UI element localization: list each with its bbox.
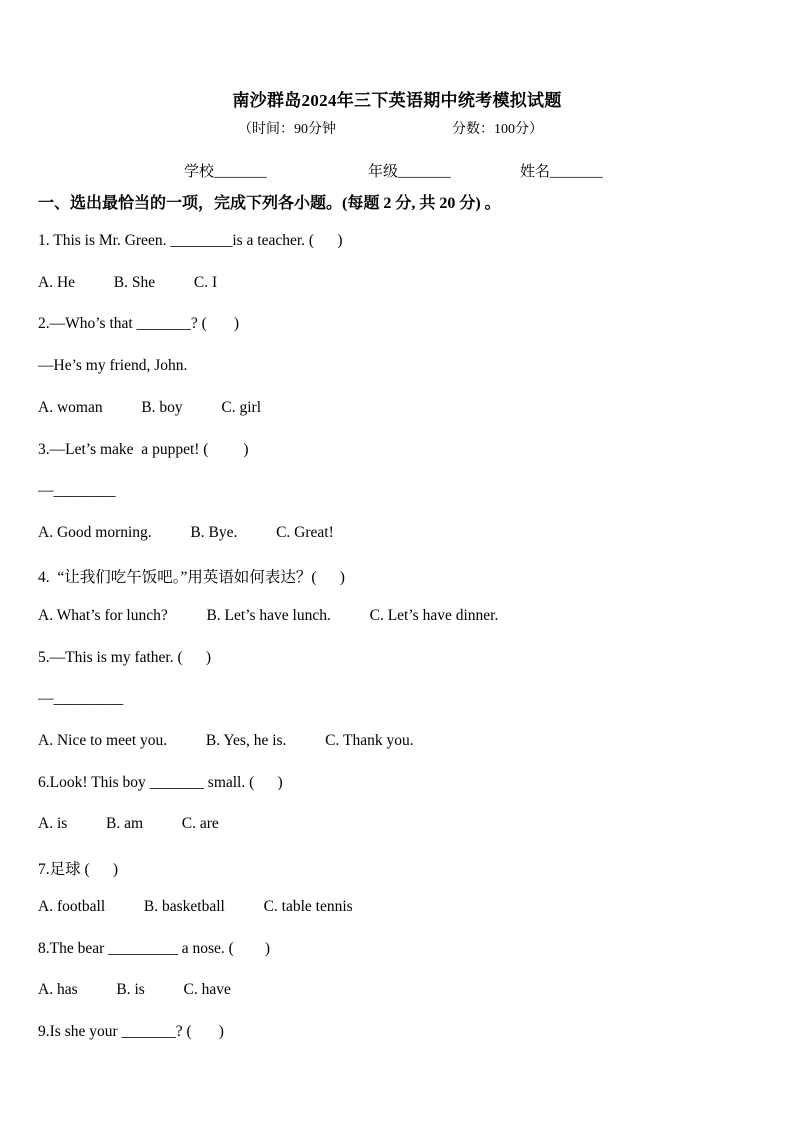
question-1-options: A. He B. She C. I [38,274,218,291]
question-5-blank: —_________ [38,690,124,707]
exam-score: 分数：100分） [452,122,543,137]
exam-time: （时间：90分钟 [238,122,336,137]
question-3-stem: 3.—Let’s make a puppet! ( ) [38,441,249,458]
question-list [38,0,778,1123]
question-2-dialog: —He’s my friend, John. [38,357,188,374]
question-6-stem: 6.Look! This boy _______ small. ( ) [38,774,283,791]
question-4-stem: 4. “让我们吃午饭吧。”用英语如何表达？( ) [38,569,345,586]
question-8-options: A. has B. is C. have [38,981,231,998]
exam-title: 南沙群岛2024年三下英语期中统考模拟试题 [232,91,562,110]
section-heading: 一、选出最恰当的一项，完成下列各小题。(每题 2 分, 共 20 分) 。 [38,195,501,212]
question-8-stem: 8.The bear _________ a nose. ( ) [38,940,271,957]
question-1-stem: 1. This is Mr. Green. ________is a teacher. ( ) [38,232,343,249]
question-3-blank: —________ [38,482,116,499]
question-2-stem: 2.—Who’s that _______? ( ) [38,315,240,332]
grade-field: 年级_______ [368,164,451,180]
question-9-stem: 9.Is she your _______? ( ) [38,1023,224,1040]
question-7-stem: 7.足球 ( ) [38,861,119,878]
school-field: 学校_______ [184,164,267,180]
question-4-options: A. What’s for lunch? B. Let’s have lunch. C. Let’s have dinner. [38,607,499,624]
question-2-options: A. woman B. boy C. girl [38,399,262,416]
question-7-options: A. football B. basketball C. table tennis [38,898,353,915]
question-3-options: A. Good morning. B. Bye. C. Great! [38,524,334,541]
question-5-options: A. Nice to meet you. B. Yes, he is. C. Thank you. [38,732,414,749]
question-5-stem: 5.—This is my father. ( ) [38,649,212,666]
name-field: 姓名_______ [520,164,603,180]
question-6-options: A. is B. am C. are [38,815,219,832]
